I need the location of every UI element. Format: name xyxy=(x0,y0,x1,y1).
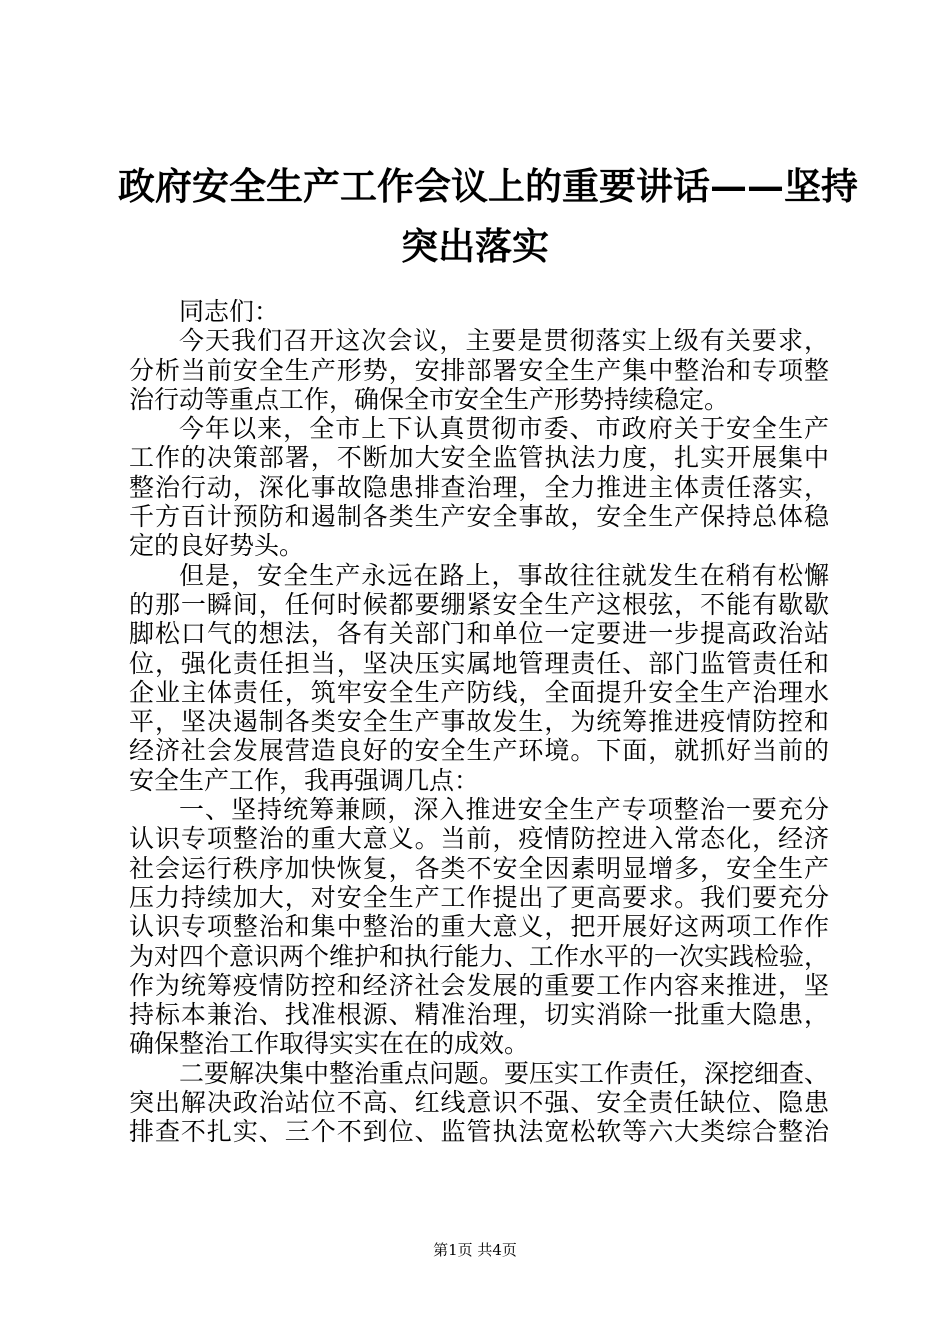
page-number-footer: 第1页 共4页 xyxy=(433,1241,517,1259)
body-line: 安全生产工作，我再强调几点： xyxy=(129,765,480,795)
body-line: 认识专项整治和集中整治的重大意义，把开展好这两项工作作 xyxy=(129,912,829,942)
body-line: 千方百计预防和遏制各类生产安全事故，安全生产保持总体稳 xyxy=(129,502,829,532)
body-line: 为对四个意识两个维护和执行能力、工作水平的一次实践检验， xyxy=(129,941,830,971)
body-line: 作为统筹疫情防控和经济社会发展的重要工作内容来推进，坚 xyxy=(129,970,829,1000)
body-line: 确保整治工作取得实实在在的成效。 xyxy=(129,1029,530,1059)
document-body xyxy=(129,297,829,1147)
body-line: 但是，安全生产永远在路上，事故往往就发生在稍有松懈 xyxy=(179,560,829,590)
body-line: 压力持续加大，对安全生产工作提出了更高要求。我们要充分 xyxy=(129,882,829,912)
body-line: 持标本兼治、找准根源、精准治理，切实消除一批重大隐患， xyxy=(129,1000,829,1030)
salutation-line: 同志们： xyxy=(179,297,280,326)
body-line: 工作的决策部署，不断加大安全监管执法力度，扎实开展集中 xyxy=(129,443,829,473)
body-line: 一、坚持统筹兼顾，深入推进安全生产专项整治一要充分 xyxy=(179,795,829,825)
body-line: 整治行动，深化事故隐患排查治理，全力推进主体责任落实， xyxy=(129,472,829,502)
body-line: 治行动等重点工作，确保全市安全生产形势持续稳定。 xyxy=(129,384,730,414)
title-line-1: 政府安全生产工作会议上的重要讲话——坚持 xyxy=(118,164,858,208)
body-line: 位，强化责任担当，坚决压实属地管理责任、部门监管责任和 xyxy=(129,648,829,678)
body-line: 社会运行秩序加快恢复，各类不安全因素明显增多，安全生产 xyxy=(129,853,829,883)
body-line: 排查不扎实、三个不到位、监管执法宽松软等六大类综合整治 xyxy=(129,1117,829,1147)
document-title xyxy=(118,156,858,276)
body-line: 今年以来，全市上下认真贯彻市委、市政府关于安全生产 xyxy=(179,414,829,444)
body-line: 突出解决政治站位不高、红线意识不强、安全责任缺位、隐患 xyxy=(129,1088,829,1118)
body-line: 认识专项整治的重大意义。当前，疫情防控进入常态化，经济 xyxy=(129,824,829,854)
body-line: 二要解决集中整治重点问题。要压实工作责任，深挖细查、 xyxy=(179,1058,830,1088)
body-line: 定的良好势头。 xyxy=(129,531,305,561)
body-line: 企业主体责任，筑牢安全生产防线，全面提升安全生产治理水 xyxy=(129,677,829,707)
body-line: 经济社会发展营造良好的安全生产环境。下面，就抓好当前的 xyxy=(129,736,829,766)
body-line: 的那一瞬间，任何时候都要绷紧安全生产这根弦，不能有歇歇 xyxy=(129,589,829,619)
body-line: 平，坚决遏制各类安全生产事故发生，为统筹推进疫情防控和 xyxy=(129,707,829,737)
body-line: 分析当前安全生产形势，安排部署安全生产集中整治和专项整 xyxy=(129,355,829,385)
body-line: 今天我们召开这次会议，主要是贯彻落实上级有关要求， xyxy=(179,326,829,356)
title-line-2: 突出落实 xyxy=(401,224,549,268)
body-line: 脚松口气的想法，各有关部门和单位一定要进一步提高政治站 xyxy=(129,619,829,649)
